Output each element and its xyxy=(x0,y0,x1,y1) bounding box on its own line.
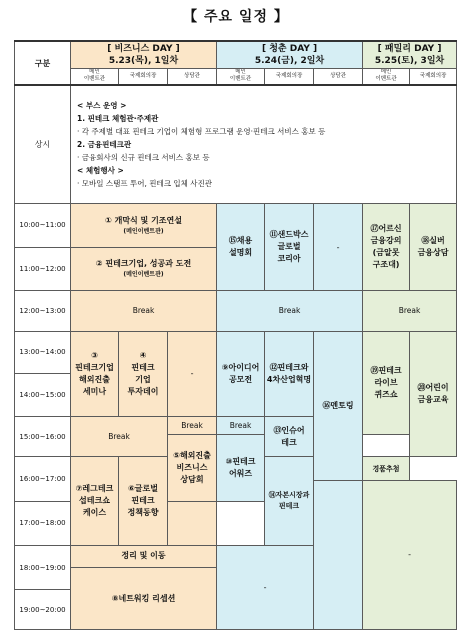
event-4: ④ 핀테크 기업 투자데이 xyxy=(119,331,168,416)
time-label: 10:00~11:00 xyxy=(15,203,71,247)
event-17: ⑰어르신 금융강의 (금알못 구조대) xyxy=(363,203,410,290)
event-2-sub: (메인이벤트관) xyxy=(123,271,164,279)
day1-consult-1300: - xyxy=(168,331,217,416)
booth-item1-desc: · 각 주제별 대표 핀테크 기업이 체험형 프로그램 운영·핀테크 서비스 홍보 등 xyxy=(77,127,326,137)
venue-d3-intl: 국제회의장 xyxy=(410,68,457,85)
booth-item1: 1. 핀테크 체험관·주제관 xyxy=(77,114,159,124)
time-label: 15:00~16:00 xyxy=(15,416,71,456)
booth-info xyxy=(71,85,457,203)
event-1 xyxy=(71,203,217,247)
sangsi-label: 상시 xyxy=(15,85,71,203)
event-1-title: ① 개막식 및 기조연설 xyxy=(105,215,182,225)
event-13: ⑬인슈어 테크 xyxy=(265,416,314,456)
venue-d3-main: 메인 이벤트관 xyxy=(363,68,410,85)
day1-title: [ 비즈니스 DAY ] xyxy=(107,43,180,54)
event-3: ③ 핀테크기업 해외진출 세미나 xyxy=(71,331,119,416)
event-19 xyxy=(363,331,410,434)
event-2-title: ② 핀테크기업, 성공과 도전 xyxy=(95,259,192,269)
day2-date: 5.24(금), 2일차 xyxy=(254,55,325,66)
day1-lunch-break: Break xyxy=(71,291,217,331)
event-15: ⑮채용 설명회 xyxy=(217,203,265,290)
event-11: ⑪샌드박스 글로벌 코리아 xyxy=(265,203,314,290)
venue-d2-main: 메인 이벤트관 xyxy=(217,68,265,85)
event-19-title: ⑲핀테크 라이브 퀴즈쇼 xyxy=(370,365,402,399)
event-1-sub: (메인이벤트관) xyxy=(123,227,164,235)
time-label: 12:00~13:00 xyxy=(15,291,71,331)
event-6: ⑥글로벌 핀테크 정책동향 xyxy=(119,457,168,545)
day3-header xyxy=(363,41,457,68)
event-10: ⑩핀테크 어워즈 xyxy=(217,434,265,501)
event-12: ⑫핀테크와 4차산업혁명 xyxy=(265,331,314,416)
event-2 xyxy=(71,247,217,291)
day1-consult-1700 xyxy=(168,502,217,546)
event-8: ⑧네트워킹 리셉션 xyxy=(71,568,217,630)
venue-d1-consult: 상담관 xyxy=(168,68,217,85)
event-desc: · 모바일 스탬프 투어, 핀테크 입체 사진관 xyxy=(77,179,212,189)
event-19-sub: 경품추첨 xyxy=(363,457,410,480)
time-label: 14:00~15:00 xyxy=(15,374,71,417)
day1-header xyxy=(71,41,217,68)
schedule-table xyxy=(14,40,457,630)
day3-date: 5.25(토), 3일차 xyxy=(374,55,445,66)
venue-d1-intl: 국제회의장 xyxy=(119,68,168,85)
venue-d1-main: 메인 이벤트관 xyxy=(71,68,119,85)
day1-afternoon-break: Break xyxy=(71,416,168,456)
event-5: ⑤해외진출 비즈니스 상담회 xyxy=(168,434,217,501)
event-14: ⑭자본시장과 핀테크 xyxy=(265,457,314,545)
event-7: ⑦레그테크 섭테크쇼 케이스 xyxy=(71,457,119,545)
day2-lunch-break: Break xyxy=(217,291,363,331)
day3-evening: - xyxy=(363,480,457,629)
event-16: ⑯멘토링 xyxy=(314,331,363,480)
event-20: ⑳어린이 금융교육 xyxy=(410,331,457,457)
day2-main-break: Break xyxy=(217,416,265,434)
day1-consult-break: Break xyxy=(168,416,217,434)
booth-item2: 2. 금융핀테크관 xyxy=(77,140,132,150)
time-label: 19:00~20:00 xyxy=(15,590,71,630)
day2-title: [ 청춘 DAY ] xyxy=(261,43,318,54)
day2-consult-am: - xyxy=(314,203,363,290)
day3-title: [ 패밀리 DAY ] xyxy=(377,43,442,54)
day2-header xyxy=(217,41,363,68)
day3-lunch-break: Break xyxy=(363,291,457,331)
booth-item2-desc: · 금융회사의 신규 핀테크 서비스 홍보 등 xyxy=(77,153,210,163)
booth-title: < 부스 운영 > xyxy=(77,101,127,111)
move-time: 정리 및 이동 xyxy=(71,545,217,567)
time-label: 18:00~19:00 xyxy=(15,545,71,590)
day2-evening: - xyxy=(217,545,314,629)
event-18: ⑱실버 금융상담 xyxy=(410,203,457,290)
day2-main-1700 xyxy=(217,502,265,546)
event-9: ⑨아이디어 공모전 xyxy=(217,331,265,416)
page-title: 【 주요 일정 】 xyxy=(183,9,289,25)
corner-label: 구분 xyxy=(15,41,71,85)
day1-date: 5.23(목), 1일차 xyxy=(108,55,179,66)
time-label: 11:00~12:00 xyxy=(15,247,71,291)
time-label: 13:00~14:00 xyxy=(15,331,71,374)
venue-d2-consult: 상담관 xyxy=(314,68,363,85)
day2-consult-pm xyxy=(314,480,363,629)
time-label: 17:00~18:00 xyxy=(15,502,71,546)
event-title: < 체험행사 > xyxy=(77,166,124,176)
time-label: 16:00~17:00 xyxy=(15,457,71,502)
venue-d2-intl: 국제회의장 xyxy=(265,68,314,85)
